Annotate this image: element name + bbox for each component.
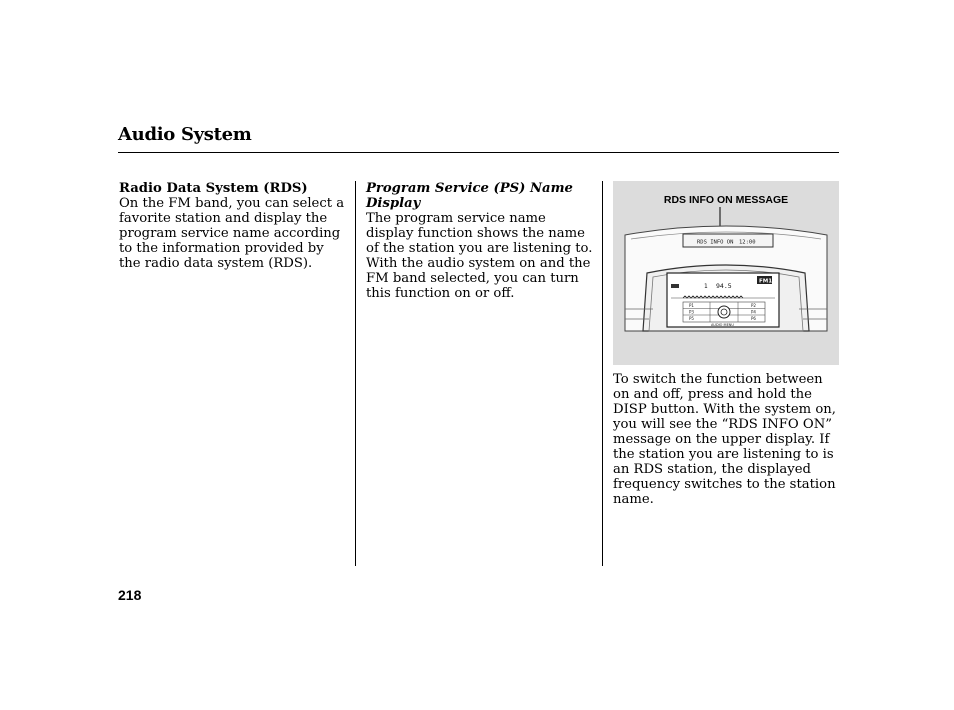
rds-paragraph: On the FM band, you can select a favorite station and display the program service name according to the information provided by the radio data system (RDS). <box>119 196 345 271</box>
preset-4: P4 <box>751 309 756 315</box>
ps-column <box>366 181 594 301</box>
upper-display-message: RDS INFO ON <box>697 239 734 246</box>
title-divider <box>118 152 839 153</box>
preset-5: P5 <box>689 316 694 321</box>
preset-2: P2 <box>751 303 756 308</box>
preset-3: P3 <box>689 309 694 315</box>
instruction-column <box>613 372 843 507</box>
instruction-paragraph: To switch the function between on and off, press and hold the DISP button. With the system on, you will see the “RDS INFO ON” message on the upper display. If the station you are listening to is an RDS station, the displayed frequency switches to the station name. <box>613 372 836 507</box>
preset-number: 1 <box>704 283 708 290</box>
audio-unit-illustration <box>613 181 839 365</box>
rds-heading: Radio Data System (RDS) <box>119 181 308 196</box>
preset-6: P6 <box>751 316 756 321</box>
rds-column <box>119 181 345 271</box>
ps-heading: Program Service (PS) Name Display <box>366 181 573 211</box>
column-divider-left <box>355 181 356 566</box>
page-number: 218 <box>118 587 142 603</box>
frequency-readout: 94.5 <box>716 282 732 290</box>
band-label: FM1 <box>759 278 773 285</box>
audio-menu-label: AUDIO MENU <box>711 323 734 327</box>
upper-display-clock: 12:00 <box>739 239 756 246</box>
preset-1: P1 <box>689 303 694 308</box>
figure-callout-label: RDS INFO ON MESSAGE <box>663 194 789 206</box>
screen-indicator <box>671 284 679 288</box>
section-title: Audio System <box>118 124 252 145</box>
column-divider-right <box>602 181 603 566</box>
selector-knob-icon <box>718 306 730 318</box>
audio-unit-figure <box>613 181 839 365</box>
ps-paragraph: The program service name display function shows the name of the station you are listening to. With the audio system on and the FM band selected, you can turn this function on or off. <box>366 211 593 301</box>
